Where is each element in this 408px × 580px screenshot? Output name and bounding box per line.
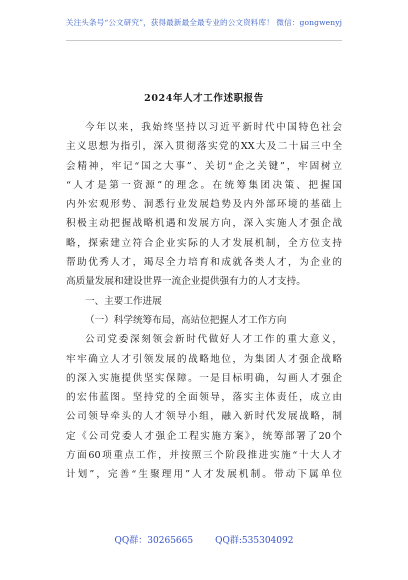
body-line: 今年以来，我始终坚持以习近平新时代中国特色社会 — [85, 122, 342, 133]
section-heading: 一、主要工作进展 — [85, 295, 162, 307]
body-line: 的宏伟蓝图。坚持党的全面领导，落实主体责任，成立由 — [66, 392, 342, 404]
body-line: 高质量发展和建设世界一流企业提供强有力的人才支持。 — [66, 276, 306, 288]
body-line: 方面60项重点工作，并按照三个阶段推进实施“十大人才 — [66, 450, 342, 462]
body-line: 计划”，完善“生聚理用”人才发展机制。带动下属单位 — [66, 469, 342, 481]
body-line: 牢牢确立人才引领发展的战略地位，为集团人才强企战略 — [66, 353, 342, 365]
document-body — [66, 118, 342, 485]
body-line: 主义思想为指引，深入贯彻落实党的XX大及二十届三中全 — [66, 141, 342, 153]
header-promo-note: 关注头条号“公文研究”，获得最新最全最专业的公文资料库！ 微信：gongwenyj — [65, 18, 343, 27]
body-line: 内外宏观形势、洞悉行业发展趋势及内外部环境的基础上 — [66, 199, 342, 211]
body-line: 积极主动把握战略机遇和发展方向，深入实施人才强企战 — [66, 218, 342, 230]
body-line: 的深入实施提供坚实保障。一是目标明确，勾画人才强企 — [66, 372, 342, 384]
footer-qq-group-1: QQ群：30265665 — [114, 536, 194, 546]
footer-contact — [0, 533, 408, 546]
header-divider — [66, 40, 342, 41]
body-line: 略，探索建立符合企业实际的人才发展机制，全方位支持 — [66, 237, 342, 249]
document-title: 2024年人才工作述职报告 — [144, 93, 264, 104]
body-line: 帮助优秀人才，竭尽全力培育和成就各类人才，为企业的 — [66, 257, 342, 269]
body-line: 公司党委深刻领会新时代做好人才工作的重大意义， — [85, 334, 342, 346]
body-line: 会精神，牢记“国之大事”、关切“企之关键”，牢固树立 — [66, 160, 342, 172]
body-line: 定《公司党委人才强企工程实施方案》，统筹部署了20个 — [66, 430, 342, 442]
body-line: 公司领导牵头的人才领导小组，融入新时代发展战略，制 — [66, 411, 342, 423]
subsection-heading: （一）科学统筹布局，高站位把握人才工作方向 — [85, 314, 287, 326]
footer-qq-group-2: QQ群:535304092 — [215, 536, 294, 546]
body-line: “人才是第一资源”的理念。在统筹集团决策、把握国 — [66, 179, 342, 191]
